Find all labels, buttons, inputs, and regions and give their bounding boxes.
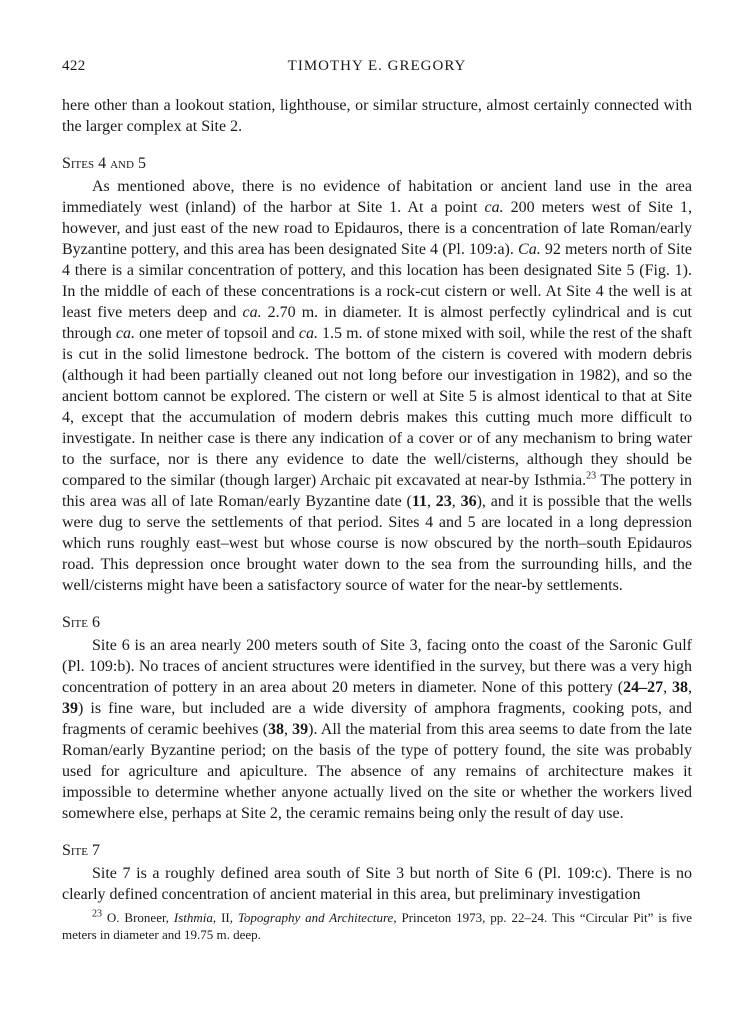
catalogue-number: 24–27 xyxy=(623,679,664,696)
italic-ca: ca. xyxy=(298,325,318,342)
footnote-number: 23 xyxy=(92,908,102,920)
text-run: As mentioned above, there is no evidence of habitation or ancient land use in the area immediately west (inland) of the harbor at Site 1. At a point xyxy=(62,178,692,216)
paragraph-site-7: Site 7 is a roughly defined area south of Site 3 but north of Site 6 (Pl. 109:c). There is no clearly defined concentration of ancient material in this area, but preliminary investigation xyxy=(62,865,692,903)
text-run: 200 meters west of Site 1, however, and just east of the new road to Epidauros, there is a concentration of late Roman/early Byzantine pottery, and this area has been designated Site 4 (Pl. 109:a). xyxy=(62,199,692,258)
catalogue-number: 38 xyxy=(672,679,689,696)
italic-ca: ca. xyxy=(242,304,262,321)
intro-paragraph: here other than a lookout station, lighthouse, or similar structure, almost certainly connected with the larger complex at Site 2. xyxy=(62,97,692,135)
text-run: 2.70 m. in diameter. It is almost perfectly cylindrical and is cut through xyxy=(62,304,692,342)
italic-title: Topography and Architecture xyxy=(237,910,394,925)
text-run: , xyxy=(283,721,293,738)
text-run: , xyxy=(451,493,461,510)
italic-ca: ca. xyxy=(484,199,504,216)
text-run: O. Broneer, xyxy=(102,910,174,925)
section-heading-site-7: Site 7 xyxy=(62,842,100,859)
catalogue-number: 38 xyxy=(267,721,284,738)
section-heading-site-6: Site 6 xyxy=(62,614,100,631)
italic-ca: ca. xyxy=(115,325,135,342)
page xyxy=(62,58,692,943)
text-run: , xyxy=(426,493,436,510)
text-run: one meter of topsoil and xyxy=(134,325,299,342)
text-run: Site 6 is an area nearly 200 meters south of Site 3, facing onto the coast of the Saronic Gulf (Pl. 109:b). No traces of ancient structures were identified in the survey, but there was a very high concentration of pottery in an area about 20 meters in diameter. None of this pottery ( xyxy=(62,637,692,696)
catalogue-number: 36 xyxy=(460,493,477,510)
text-run: The pottery in this area was all of late Roman/early Byzantine date ( xyxy=(62,472,693,510)
catalogue-number: 23 xyxy=(435,493,452,510)
text-run: 1.5 m. of stone mixed with soil, while the rest of the shaft is cut in the solid limestone bedrock. The bottom of the cistern is covered with modern debris (although it had been partially cleaned out not long before our investigation in 1982), and so the ancient bottom cannot be explored. The cistern or well at Site 5 is almost identical to that at Site 4, except that the accumulation of modern debris makes this cutting much more difficult to investigate. In neither case is there any indication of a cover or of any mechanism to bring water to the surface, nor is there any evidence to date the well/cisterns, although they should be compared to the similar (though larger) Archaic pit excavated at near-by Isthmia. xyxy=(62,325,693,489)
body-text xyxy=(62,95,692,905)
running-title: TIMOTHY E. GREGORY xyxy=(287,58,467,74)
text-run: 92 meters north of Site 4 there is a similar concentration of pottery, and this location has been designated Site 5 (Fig. 1). In the middle of each of these concentrations is a rock-cut cistern or well. At Site 4 the well is at least five meters deep and xyxy=(62,241,693,321)
catalogue-number: 39 xyxy=(292,721,309,738)
footnote-ref: 23 xyxy=(586,470,597,482)
catalogue-number: 11 xyxy=(411,493,427,510)
text-run: , Princeton 1973, pp. 22–24. This “Circular Pit” is five meters in diameter and 19.75 m. deep. xyxy=(62,910,693,942)
paragraph-sites-4-5 xyxy=(62,176,692,596)
text-run: ), and it is possible that the wells were dug to serve the settlements of that period. Sites 4 and 5 are located in a long depression which runs roughly east–west but whose course is now obscured by the north–south Epidauros road. This depression once brought water down to the sea from the surrounding hills, and the well/cisterns might have been a satisfactory source of water for the near-by settlements. xyxy=(62,493,693,594)
paragraph-site-6 xyxy=(62,635,692,824)
section-heading-sites-4-5: Sites 4 and 5 xyxy=(62,155,146,172)
text-run: ). All the material from this area seems to date from the late Roman/early Byzantine period; on the basis of the type of pottery found, the site was probably used for agriculture and apiculture. The absence of any remains of architecture makes it impossible to determine whether anyone actually lived on the site or whether the workers lived somewhere else, perhaps at Site 2, the ceramic remains being only the result of day use. xyxy=(62,721,693,822)
catalogue-number: 39 xyxy=(62,700,78,717)
footnote xyxy=(62,909,692,943)
running-head xyxy=(62,58,692,80)
text-run: , xyxy=(663,679,673,696)
text-run: , xyxy=(688,679,693,696)
page-number: 422 xyxy=(62,58,86,74)
italic-title: Isthmia xyxy=(173,910,213,925)
text-run: ) is fine ware, but included are a wide diversity of amphora fragments, cooking pots, and fragments of ceramic beehives ( xyxy=(62,700,692,738)
text-run: , II, xyxy=(212,910,238,925)
italic-ca: Ca. xyxy=(518,241,541,258)
